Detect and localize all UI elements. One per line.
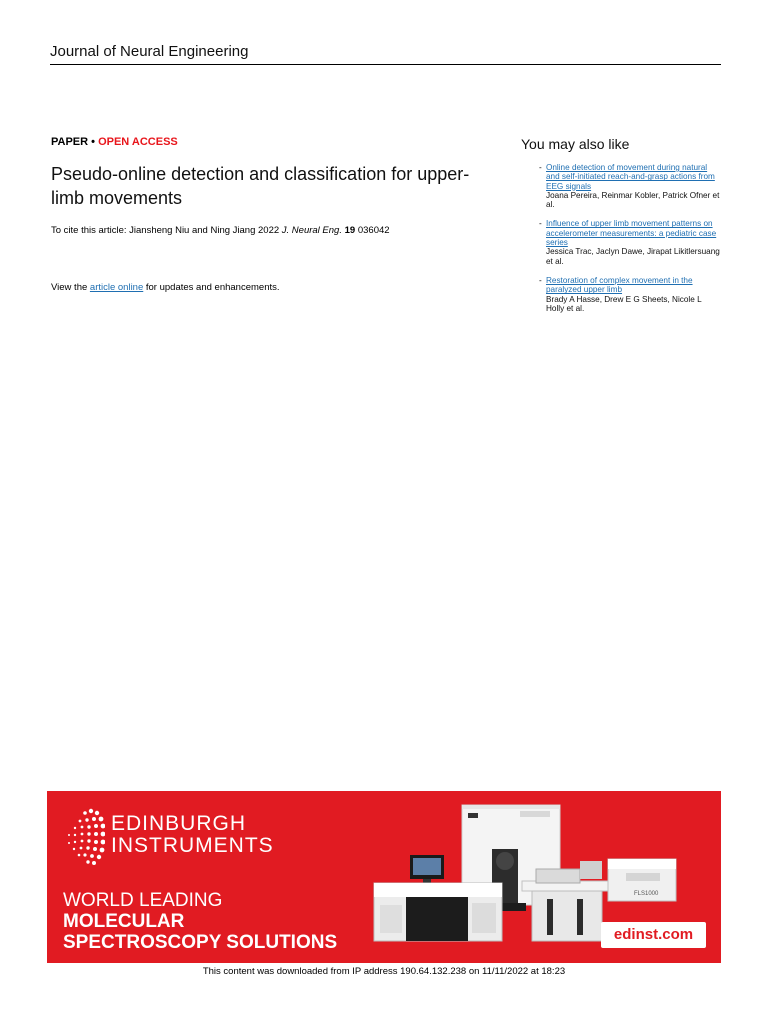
instrument-label: FLS1000 [634, 891, 659, 897]
ad-brand-line-1: EDINBURGH [111, 812, 247, 835]
view-online-line [51, 282, 280, 294]
related-heading: You may also like [521, 136, 630, 152]
related-list [521, 163, 721, 313]
journal-header [50, 43, 721, 65]
list-dash: - [539, 163, 542, 172]
advertisement-banner[interactable] [47, 791, 721, 963]
download-footer: This content was downloaded from IP address 190.64.132.238 on 11/11/2022 at 18:23 [202, 966, 566, 977]
kicker-separator: • [91, 136, 96, 148]
open-access-label: OPEN ACCESS [98, 136, 178, 148]
list-dash: - [539, 275, 542, 285]
citation [51, 225, 481, 237]
related-link-1[interactable]: Online detection of movement during natural and self-initiated reach-and-grasp actions from EEG signals [546, 163, 715, 191]
ad-brand-line-2: INSTRUMENTS [111, 834, 274, 857]
citation-journal: J. Neural Eng. [281, 225, 342, 236]
view-suffix: for updates and enhancements. [143, 282, 280, 293]
citation-number: 036042 [357, 225, 390, 236]
article-online-link[interactable]: article online [89, 282, 144, 293]
ad-tagline-2: MOLECULAR [63, 911, 185, 932]
view-prefix: View the [51, 282, 90, 293]
related-link-2[interactable]: Influence of upper limb movement patterns on accelerometer measurements: a pediatric case series [546, 219, 717, 248]
related-authors-2: Jessica Trac, Jaclyn Dawe, Jirapat Likitlersuang et al. [546, 247, 720, 266]
ad-brand [111, 813, 274, 857]
ad-tagline-1: WORLD LEADING [63, 890, 223, 911]
ad-tagline-3: SPECTROSCOPY SOLUTIONS [63, 932, 338, 953]
citation-volume: 19 [344, 225, 356, 236]
ad-tagline [63, 890, 337, 953]
related-authors-1: Joana Pereira, Reinmar Kobler, Patrick Ofner et al. [546, 190, 720, 210]
paper-label: PAPER [51, 136, 89, 148]
list-item [521, 219, 721, 265]
edinst-button[interactable]: edinst.com [601, 922, 706, 948]
citation-prefix: To cite this article: Jiansheng Niu and Ning Jiang 2022 [51, 225, 282, 236]
related-authors-3: Brady A Hasse, Drew E G Sheets, Nicole L Holly et al. [546, 294, 702, 313]
journal-title: Journal of Neural Engineering [50, 43, 249, 60]
list-item [521, 276, 721, 313]
article-info [51, 136, 481, 237]
list-item [521, 163, 721, 209]
article-kicker [51, 136, 481, 149]
related-articles [521, 136, 721, 323]
edinburgh-logo-icon [61, 805, 105, 869]
paper-title: Pseudo-online detection and classification for upper-limb movements [51, 164, 470, 208]
related-link-3[interactable]: Restoration of complex movement in the paralyzed upper limb [546, 275, 693, 295]
list-dash: - [539, 219, 542, 229]
